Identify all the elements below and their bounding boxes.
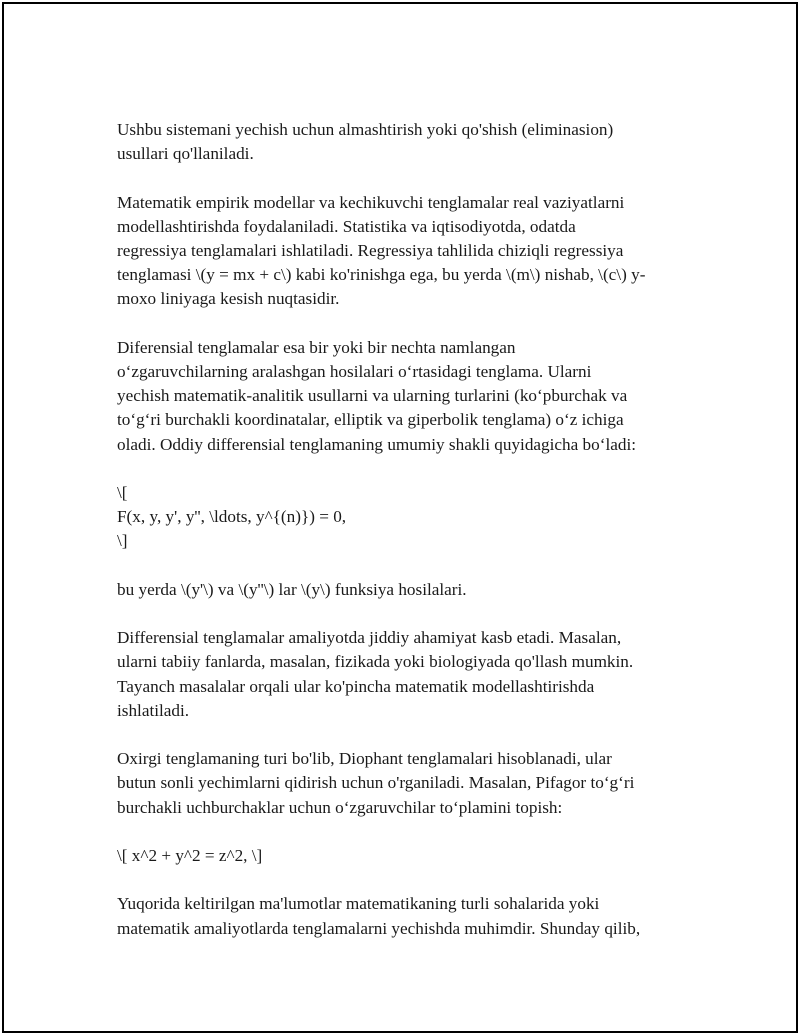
text-line: usullari qo'llaniladi. [117, 144, 254, 164]
paragraph [117, 892, 687, 940]
text-line: burchakli uchburchaklar uchun o‘zgaruvchilar to‘plamini topish: [117, 797, 563, 817]
text-line: Matematik empirik modellar va kechikuvchi tenglamalar real vaziyatlarni [117, 192, 625, 212]
text-line: Oxirgi tenglamaning turi bo'lib, Diophant tenglamalari hisoblanadi, ular [117, 749, 612, 769]
text-line: \] [117, 531, 128, 551]
document-body [117, 118, 687, 965]
paragraph [117, 481, 687, 554]
paragraph [117, 578, 687, 602]
text-line: Ushbu sistemani yechish uchun almashtirish yoki qo'shish (eliminasion) [117, 120, 614, 139]
text-line: matematik amaliyotlarda tenglamalarni yechishda muhimdir. Shunday qilib, [117, 918, 641, 938]
text-line: ularni tabiiy fanlarda, masalan, fizikada yoki biologiyada qo'llash mumkin. [117, 652, 634, 672]
text-line: Differensial tenglamalar amaliyotda jiddiy ahamiyat kasb etadi. Masalan, [117, 628, 622, 648]
text-line: oladi. Oddiy differensial tenglamaning umumiy shakli quyidagicha bo‘ladi: [117, 434, 637, 454]
text-line: bu yerda \(y'\) va \(y''\) lar \(y\) funksiya hosilalari. [117, 579, 467, 599]
paragraph [117, 747, 687, 820]
text-line: yechish matematik-analitik usullarni va ularning turlarini (ko‘pburchak va [117, 386, 628, 406]
paragraph [117, 336, 687, 457]
paragraph [117, 626, 687, 723]
text-line: Diferensial tenglamalar esa bir yoki bir nechta namlangan [117, 337, 516, 357]
text-line: \[ x^2 + y^2 = z^2, \] [117, 845, 263, 865]
paragraph [117, 844, 687, 868]
text-line: \[ [117, 483, 128, 502]
paragraph [117, 118, 687, 166]
text-line: ishlatiladi. [117, 700, 190, 720]
text-line: Yuqorida keltirilgan ma'lumotlar matematikaning turli sohalarida yoki [117, 894, 600, 914]
text-line: moxo liniyaga kesish nuqtasidir. [117, 289, 340, 309]
text-line: o‘zgaruvchilarning aralashgan hosilalari o‘rtasidagi tenglama. Ularni [117, 362, 592, 381]
paragraph [117, 191, 687, 312]
text-line: to‘g‘ri burchakli koordinatalar, elliptik va giperbolik tenglama) o‘z ichiga [117, 410, 624, 430]
text-line: tenglamasi \(y = mx + c\) kabi ko'rinishga ega, bu yerda \(m\) nishab, \(c\) y- [117, 265, 646, 285]
text-line: modellashtirishda foydalaniladi. Statistika va iqtisodiyotda, odatda [117, 216, 576, 236]
text-line: butun sonli yechimlarni qidirish uchun o'rganiladi. Masalan, Pifagor to‘g‘ri [117, 773, 635, 793]
text-line: F(x, y, y', y'', \ldots, y^{(n)}) = 0, [117, 507, 347, 527]
text-line: Tayanch masalalar orqali ular ko'pincha matematik modellashtirishda [117, 676, 595, 696]
text-line: regressiya tenglamalari ishlatiladi. Regressiya tahlilida chiziqli regressiya [117, 241, 624, 260]
